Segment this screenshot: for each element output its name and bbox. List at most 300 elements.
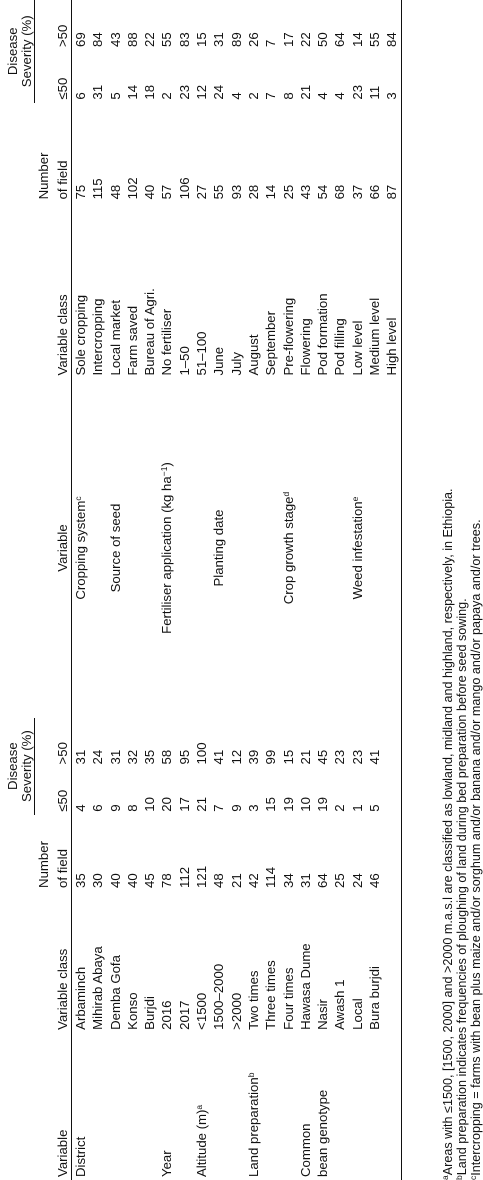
variable-cell bbox=[89, 379, 106, 718]
variable-class-cell-text: 2016 bbox=[159, 1000, 175, 1030]
variable-class-cell bbox=[331, 202, 348, 378]
number-of-field-cell bbox=[297, 815, 314, 891]
variable-cell bbox=[366, 379, 383, 718]
table-row bbox=[210, 0, 227, 1180]
le50-cell-text: 1 bbox=[349, 804, 365, 812]
variable-class-cell-text: Low level bbox=[349, 320, 365, 376]
table-row bbox=[314, 0, 331, 1180]
variable-class-cell bbox=[158, 891, 175, 1033]
gt50-cell-text: 43 bbox=[107, 32, 123, 48]
number-of-field-cell-text: 102 bbox=[124, 177, 140, 200]
le50-cell bbox=[245, 767, 262, 814]
table-row bbox=[349, 0, 366, 1180]
variable-cell bbox=[107, 1033, 124, 1180]
variable-class-cell-text: Three times bbox=[263, 960, 279, 1030]
gt50-cell-text: 55 bbox=[159, 32, 175, 48]
variable-class-cell-text: Flowering bbox=[297, 318, 313, 376]
number-of-field-cell bbox=[228, 103, 245, 203]
variable-class-cell bbox=[314, 202, 331, 378]
footnote-b bbox=[456, 0, 469, 1180]
variable-cell bbox=[72, 1033, 90, 1180]
number-of-field-cell-text: 54 bbox=[315, 184, 331, 200]
le50-header: ≤50 bbox=[52, 50, 72, 103]
variable-cell bbox=[314, 1033, 331, 1180]
le50-cell bbox=[262, 50, 279, 103]
footnote-marker: b bbox=[245, 1072, 256, 1078]
number-of-field-header: Number bbox=[36, 152, 51, 200]
footnote-marker: a bbox=[194, 1104, 205, 1110]
variable-class-cell bbox=[297, 202, 314, 378]
variable-cell bbox=[89, 1033, 106, 1180]
le50-cell-text: 9 bbox=[107, 804, 123, 812]
disease-severity-header-left bbox=[0, 718, 35, 815]
table-row bbox=[107, 0, 124, 1180]
gt50-cell-text: 32 bbox=[124, 749, 140, 765]
number-of-field-cell-text: 27 bbox=[194, 184, 210, 200]
le50-cell bbox=[124, 50, 141, 103]
number-of-field-cell bbox=[366, 103, 383, 203]
le50-cell bbox=[210, 50, 227, 103]
gt50-cell-text: 23 bbox=[349, 749, 365, 765]
gt50-cell bbox=[141, 0, 158, 50]
variable-class-cell-text: July bbox=[228, 352, 244, 376]
disease-label: Disease bbox=[5, 27, 20, 76]
variable-cell-text: District bbox=[73, 1136, 88, 1177]
number-of-field-cell-text: 55 bbox=[211, 184, 227, 200]
gt50-cell-text: 12 bbox=[228, 749, 244, 765]
variable-class-cell bbox=[331, 891, 348, 1033]
gt50-cell-text: 39 bbox=[245, 749, 261, 765]
variable-class-cell bbox=[280, 202, 297, 378]
le50-cell-text: 9 bbox=[228, 804, 244, 812]
le50-cell bbox=[280, 767, 297, 814]
variable-class-cell bbox=[366, 202, 383, 378]
variable-class-cell-text: Nasir bbox=[315, 999, 331, 1030]
gt50-cell bbox=[141, 718, 158, 768]
variable-class-cell bbox=[245, 891, 262, 1033]
variable-cell-text: Common bbox=[297, 1123, 313, 1177]
le50-cell bbox=[72, 50, 90, 103]
gt50-cell bbox=[349, 0, 366, 50]
gt50-cell bbox=[314, 0, 331, 50]
variable-class-cell bbox=[349, 891, 366, 1033]
variable-class-cell-text: Medium level bbox=[367, 297, 383, 376]
variable-cell bbox=[228, 1033, 245, 1180]
variable-class-cell bbox=[176, 891, 193, 1033]
le50-cell bbox=[107, 50, 124, 103]
table-row bbox=[280, 0, 297, 1180]
variable-cell bbox=[383, 379, 401, 718]
gt50-cell-text: 23 bbox=[332, 749, 348, 765]
footnote-mark: b bbox=[454, 1175, 464, 1180]
variable-class-cell-text: Pre-flowering bbox=[280, 297, 296, 376]
variable-cell bbox=[124, 379, 141, 718]
le50-cell-text: 8 bbox=[280, 92, 296, 100]
number-of-field-cell-text: 68 bbox=[332, 184, 348, 200]
number-of-field-cell bbox=[383, 103, 401, 203]
variable-class-cell-text: Awash 1 bbox=[332, 979, 348, 1030]
gt50-cell bbox=[297, 718, 314, 768]
gt50-cell bbox=[124, 0, 141, 50]
le50-cell-text: 20 bbox=[159, 797, 175, 812]
variable-class-cell bbox=[245, 202, 262, 378]
variable-class-cell-text: >2000 bbox=[228, 992, 244, 1030]
table-row bbox=[245, 0, 262, 1180]
le50-cell-text: 10 bbox=[142, 797, 158, 812]
number-of-field-cell bbox=[89, 103, 106, 203]
le50-cell bbox=[349, 767, 366, 814]
variable-cell bbox=[280, 1033, 297, 1180]
le50-cell bbox=[89, 50, 106, 103]
variable-cell bbox=[72, 379, 90, 718]
variable-cell-text: Source of seed bbox=[107, 503, 123, 593]
gt50-cell-text: 69 bbox=[73, 32, 88, 48]
number-of-field-cell-text: 114 bbox=[263, 866, 279, 888]
gt50-cell bbox=[193, 0, 210, 50]
variable-class-cell bbox=[72, 891, 90, 1033]
table-row bbox=[89, 0, 106, 1180]
variable-class-cell-text: Four times bbox=[280, 967, 296, 1030]
number-of-field-cell bbox=[366, 815, 383, 891]
variable-class-cell bbox=[228, 891, 245, 1033]
le50-cell bbox=[349, 50, 366, 103]
table-row bbox=[193, 0, 210, 1180]
number-of-field-cell-text: 64 bbox=[315, 873, 331, 888]
variable-cell bbox=[158, 1033, 175, 1180]
variable-cell-text: Crop growth stage bbox=[280, 496, 296, 605]
variable-class-header: Variable class bbox=[52, 891, 72, 1033]
variable-class-cell bbox=[141, 202, 158, 378]
variable-class-cell-text: Arbaminch bbox=[73, 966, 88, 1030]
le50-cell-text: 2 bbox=[245, 92, 261, 100]
gt50-cell bbox=[107, 0, 124, 50]
le50-cell-text: 24 bbox=[211, 84, 227, 100]
gt50-cell-text: 100 bbox=[194, 742, 210, 765]
le50-cell bbox=[297, 767, 314, 814]
variable-class-cell bbox=[124, 891, 141, 1033]
gt50-cell-text: 35 bbox=[142, 749, 158, 765]
variable-class-cell bbox=[141, 891, 158, 1033]
variable-class-cell-text: Intercropping bbox=[90, 298, 106, 376]
number-of-field-cell-text: 112 bbox=[176, 866, 192, 888]
le50-cell-text: 2 bbox=[159, 92, 175, 100]
number-of-field-cell bbox=[107, 815, 124, 891]
table-row bbox=[383, 0, 401, 1180]
le50-cell-text: 23 bbox=[176, 84, 192, 100]
le50-cell bbox=[314, 50, 331, 103]
variable-class-cell-text: Local market bbox=[107, 300, 123, 376]
variable-cell bbox=[228, 379, 245, 718]
le50-cell-text: 10 bbox=[297, 797, 313, 812]
variable-suffix: ) bbox=[159, 462, 175, 467]
gt50-cell bbox=[228, 0, 245, 50]
footnote-mark: c bbox=[468, 1175, 478, 1180]
table-body bbox=[72, 0, 402, 1180]
variable-class-cell bbox=[228, 202, 245, 378]
gt50-cell bbox=[158, 0, 175, 50]
number-of-field-cell bbox=[193, 815, 210, 891]
number-of-field-header: Number bbox=[36, 841, 51, 888]
table-row bbox=[262, 0, 279, 1180]
variable-cell bbox=[349, 1033, 366, 1180]
gt50-cell bbox=[245, 0, 262, 50]
variable-class-cell-text: 1–50 bbox=[176, 346, 192, 376]
variable-cell bbox=[245, 379, 262, 718]
footnote-c bbox=[470, 0, 483, 1180]
number-of-field-cell-text: 43 bbox=[297, 184, 313, 200]
variable-cell-text: Fertiliser application (kg ha bbox=[159, 476, 175, 634]
variable-class-cell-text: August bbox=[245, 334, 261, 376]
variable-class-cell bbox=[210, 891, 227, 1033]
gt50-cell-text: 31 bbox=[107, 749, 123, 765]
variable-class-cell bbox=[280, 891, 297, 1033]
gt50-cell bbox=[107, 718, 124, 768]
variable-class-cell bbox=[262, 891, 279, 1033]
variable-class-cell-text: September bbox=[263, 310, 279, 376]
le50-cell bbox=[366, 50, 383, 103]
gt50-cell bbox=[124, 718, 141, 768]
le50-cell-text: 5 bbox=[367, 804, 383, 812]
table-row bbox=[297, 0, 314, 1180]
gt50-cell bbox=[297, 0, 314, 50]
variable-cell-text: Altitude (m) bbox=[194, 1109, 210, 1177]
le50-cell bbox=[383, 50, 401, 103]
variable-class-cell-text: Mihirab Abaya bbox=[90, 946, 106, 1030]
le50-cell bbox=[228, 767, 245, 814]
number-of-field-cell-text: 37 bbox=[349, 184, 365, 200]
number-of-field-cell-text: 25 bbox=[332, 873, 348, 888]
number-of-field-cell bbox=[158, 103, 175, 203]
variable-cell-text: Year bbox=[159, 1150, 175, 1177]
le50-cell-text: 21 bbox=[194, 797, 210, 812]
gt50-cell bbox=[280, 0, 297, 50]
number-of-field-cell-text: 75 bbox=[73, 184, 88, 200]
variable-class-cell-text: No fertiliser bbox=[159, 308, 175, 376]
le50-cell bbox=[193, 767, 210, 814]
gt50-cell-text: 17 bbox=[280, 32, 296, 48]
variable-cell bbox=[210, 379, 227, 718]
footnote-text: Land preparation indicates frequencies of ploughing of land during bed preparation before seed sowing. bbox=[455, 598, 469, 1176]
variable-class-cell-text: Hawasa Dume bbox=[297, 943, 313, 1030]
gt50-cell bbox=[72, 718, 90, 768]
number-of-field-cell bbox=[297, 103, 314, 203]
gt50-cell-text: 21 bbox=[297, 749, 313, 765]
gt50-cell-text: 83 bbox=[176, 32, 192, 48]
number-of-field-cell-text: 78 bbox=[159, 873, 175, 888]
number-of-field-cell-text: 121 bbox=[194, 865, 210, 888]
le50-cell-text: 3 bbox=[384, 92, 400, 100]
gt50-cell-text: 26 bbox=[245, 32, 261, 48]
number-of-field-cell bbox=[72, 103, 90, 203]
number-of-field-cell-text: 25 bbox=[280, 184, 296, 200]
gt50-cell-text: 7 bbox=[263, 39, 279, 48]
variable-class-cell bbox=[107, 202, 124, 378]
number-of-field-cell-text: 93 bbox=[228, 184, 244, 200]
table-row bbox=[228, 0, 245, 1180]
variable-class-cell bbox=[89, 891, 106, 1033]
le50-cell bbox=[314, 767, 331, 814]
of-field-header: of field bbox=[52, 103, 72, 203]
gt50-cell-text: 89 bbox=[228, 32, 244, 48]
variable-cell bbox=[262, 1033, 279, 1180]
variable-class-cell-text: 1500–2000 bbox=[211, 963, 227, 1030]
number-of-field-cell-text: 57 bbox=[159, 184, 175, 200]
number-of-field-cell-text: 66 bbox=[367, 184, 383, 200]
number-of-field-cell bbox=[176, 103, 193, 203]
le50-cell-text: 6 bbox=[90, 804, 106, 812]
variable-class-cell bbox=[314, 891, 331, 1033]
number-of-field-cell bbox=[349, 815, 366, 891]
gt50-cell-text: 64 bbox=[332, 32, 348, 48]
number-of-field-cell-text: 31 bbox=[297, 873, 313, 888]
variable-header: Variable bbox=[52, 1033, 72, 1180]
le50-cell-text: 5 bbox=[107, 92, 123, 100]
number-of-field-cell-text: 30 bbox=[90, 873, 106, 888]
severity-label: Severity (%) bbox=[19, 730, 34, 803]
gt50-cell bbox=[210, 718, 227, 768]
le50-cell-text: 23 bbox=[349, 84, 365, 100]
variable-cell bbox=[280, 379, 297, 718]
le50-cell bbox=[331, 50, 348, 103]
of-field-header: of field bbox=[52, 815, 72, 891]
variable-class-cell bbox=[89, 202, 106, 378]
number-of-field-cell-text: 106 bbox=[176, 177, 192, 200]
gt50-cell bbox=[193, 718, 210, 768]
number-of-field-cell bbox=[210, 103, 227, 203]
variable-cell bbox=[176, 379, 193, 718]
le50-cell bbox=[176, 50, 193, 103]
table-row bbox=[176, 0, 193, 1180]
number-of-field-cell-text: 40 bbox=[107, 873, 123, 888]
le50-cell bbox=[280, 50, 297, 103]
variable-cell bbox=[297, 379, 314, 718]
variable-cell bbox=[297, 1033, 314, 1180]
number-of-field-cell-text: 40 bbox=[124, 873, 140, 888]
number-of-field-cell bbox=[262, 103, 279, 203]
number-of-field-cell bbox=[124, 103, 141, 203]
variable-class-cell-text: Farm saved bbox=[124, 305, 140, 376]
variable-class-cell bbox=[193, 891, 210, 1033]
number-of-field-cell bbox=[280, 815, 297, 891]
footnote-text: Areas with ≤1500, [1500, 2000] and >2000 m.a.s.l are classified as lowland, midland and highland, respectively, in Ethiopia. bbox=[441, 488, 455, 1176]
gt50-cell-text: 84 bbox=[90, 32, 106, 48]
le50-cell bbox=[158, 50, 175, 103]
gt50-cell-text: 14 bbox=[349, 32, 365, 48]
variable-class-cell-text: <1500 bbox=[194, 992, 210, 1030]
number-of-field-cell bbox=[193, 103, 210, 203]
gt50-cell-text: 24 bbox=[90, 749, 106, 765]
variable-class-cell bbox=[383, 202, 401, 378]
variable-cell-text: Planting date bbox=[211, 509, 227, 587]
table-row bbox=[158, 0, 175, 1180]
gt50-cell-text: 15 bbox=[194, 32, 210, 48]
number-of-field-cell-text: 42 bbox=[245, 873, 261, 888]
gt50-cell-text: 45 bbox=[315, 749, 331, 765]
variable-cell bbox=[176, 1033, 193, 1180]
variable-class-cell-text: 51–100 bbox=[194, 331, 210, 376]
le50-cell-text: 6 bbox=[73, 92, 88, 100]
table-row bbox=[141, 0, 158, 1180]
gt50-cell bbox=[210, 0, 227, 50]
severity-label: Severity (%) bbox=[19, 15, 34, 88]
variable-cell bbox=[141, 379, 158, 718]
gt50-cell-text: 99 bbox=[263, 749, 279, 765]
le50-cell-text: 11 bbox=[367, 85, 383, 100]
le50-cell-text: 12 bbox=[194, 84, 210, 100]
variable-class-cell-text: Sole cropping bbox=[73, 294, 88, 376]
le50-cell bbox=[72, 767, 90, 814]
variable-cell bbox=[193, 1033, 210, 1180]
number-of-field-cell-text: 28 bbox=[245, 184, 261, 200]
table-row bbox=[331, 0, 348, 1180]
variable-class-cell bbox=[366, 891, 383, 1033]
variable-cell bbox=[245, 1033, 262, 1180]
variable-class-cell bbox=[107, 891, 124, 1033]
gt50-cell-text: 55 bbox=[367, 32, 383, 48]
number-of-field-cell bbox=[280, 103, 297, 203]
le50-cell-text: 21 bbox=[297, 84, 313, 100]
variable-class-cell-text: Demba Gofa bbox=[107, 955, 123, 1030]
gt50-cell bbox=[331, 0, 348, 50]
le50-cell bbox=[262, 767, 279, 814]
gt50-cell bbox=[366, 0, 383, 50]
variable-cell-text: bean genotype bbox=[315, 1089, 331, 1177]
number-of-field-cell-text: 34 bbox=[280, 873, 296, 888]
le50-cell-text: 19 bbox=[315, 797, 331, 812]
gt50-cell-text: 88 bbox=[124, 32, 140, 48]
le50-cell bbox=[245, 50, 262, 103]
le50-cell bbox=[141, 50, 158, 103]
variable-cell bbox=[107, 379, 124, 718]
variable-class-cell-text: High level bbox=[384, 317, 400, 376]
footnote-text: Intercropping = farms with bean plus maize and/or sorghum and/or banana and/or mango and/or papaya and/or trees. bbox=[469, 519, 483, 1176]
footnote-marker: d bbox=[280, 491, 291, 497]
variable-cell bbox=[158, 379, 175, 718]
number-of-field-cell-text: 35 bbox=[73, 873, 88, 888]
le50-cell-text: 2 bbox=[332, 804, 348, 812]
number-of-field-cell bbox=[158, 815, 175, 891]
number-of-field-cell bbox=[331, 103, 348, 203]
variable-class-cell-text: Konso bbox=[124, 992, 140, 1030]
number-of-field-cell-text: 48 bbox=[211, 873, 227, 888]
number-of-field-cell-text: 115 bbox=[90, 178, 106, 200]
le50-cell bbox=[366, 767, 383, 814]
gt50-cell bbox=[245, 718, 262, 768]
gt50-cell bbox=[89, 0, 106, 50]
gt50-cell-text: 58 bbox=[159, 749, 175, 765]
le50-cell bbox=[297, 50, 314, 103]
variable-class-cell bbox=[297, 891, 314, 1033]
disease-label: Disease bbox=[5, 742, 20, 790]
number-of-field-cell bbox=[349, 103, 366, 203]
gt50-cell bbox=[331, 718, 348, 768]
variable-cell bbox=[331, 1033, 348, 1180]
gt50-cell bbox=[176, 718, 193, 768]
gt50-cell-text: 50 bbox=[315, 32, 331, 48]
gt50-cell bbox=[383, 0, 401, 50]
le50-cell-text: 18 bbox=[142, 84, 158, 100]
variable-cell bbox=[331, 379, 348, 718]
le50-cell bbox=[107, 767, 124, 814]
variable-header: Variable bbox=[52, 379, 72, 718]
gt50-cell-text: 22 bbox=[142, 32, 158, 48]
variable-class-cell-text: June bbox=[211, 346, 227, 376]
gt50-cell-text: 22 bbox=[297, 32, 313, 48]
gt50-cell bbox=[383, 718, 401, 768]
le50-cell bbox=[176, 767, 193, 814]
gt50-cell bbox=[262, 0, 279, 50]
number-of-field-cell-text: 24 bbox=[349, 873, 365, 888]
